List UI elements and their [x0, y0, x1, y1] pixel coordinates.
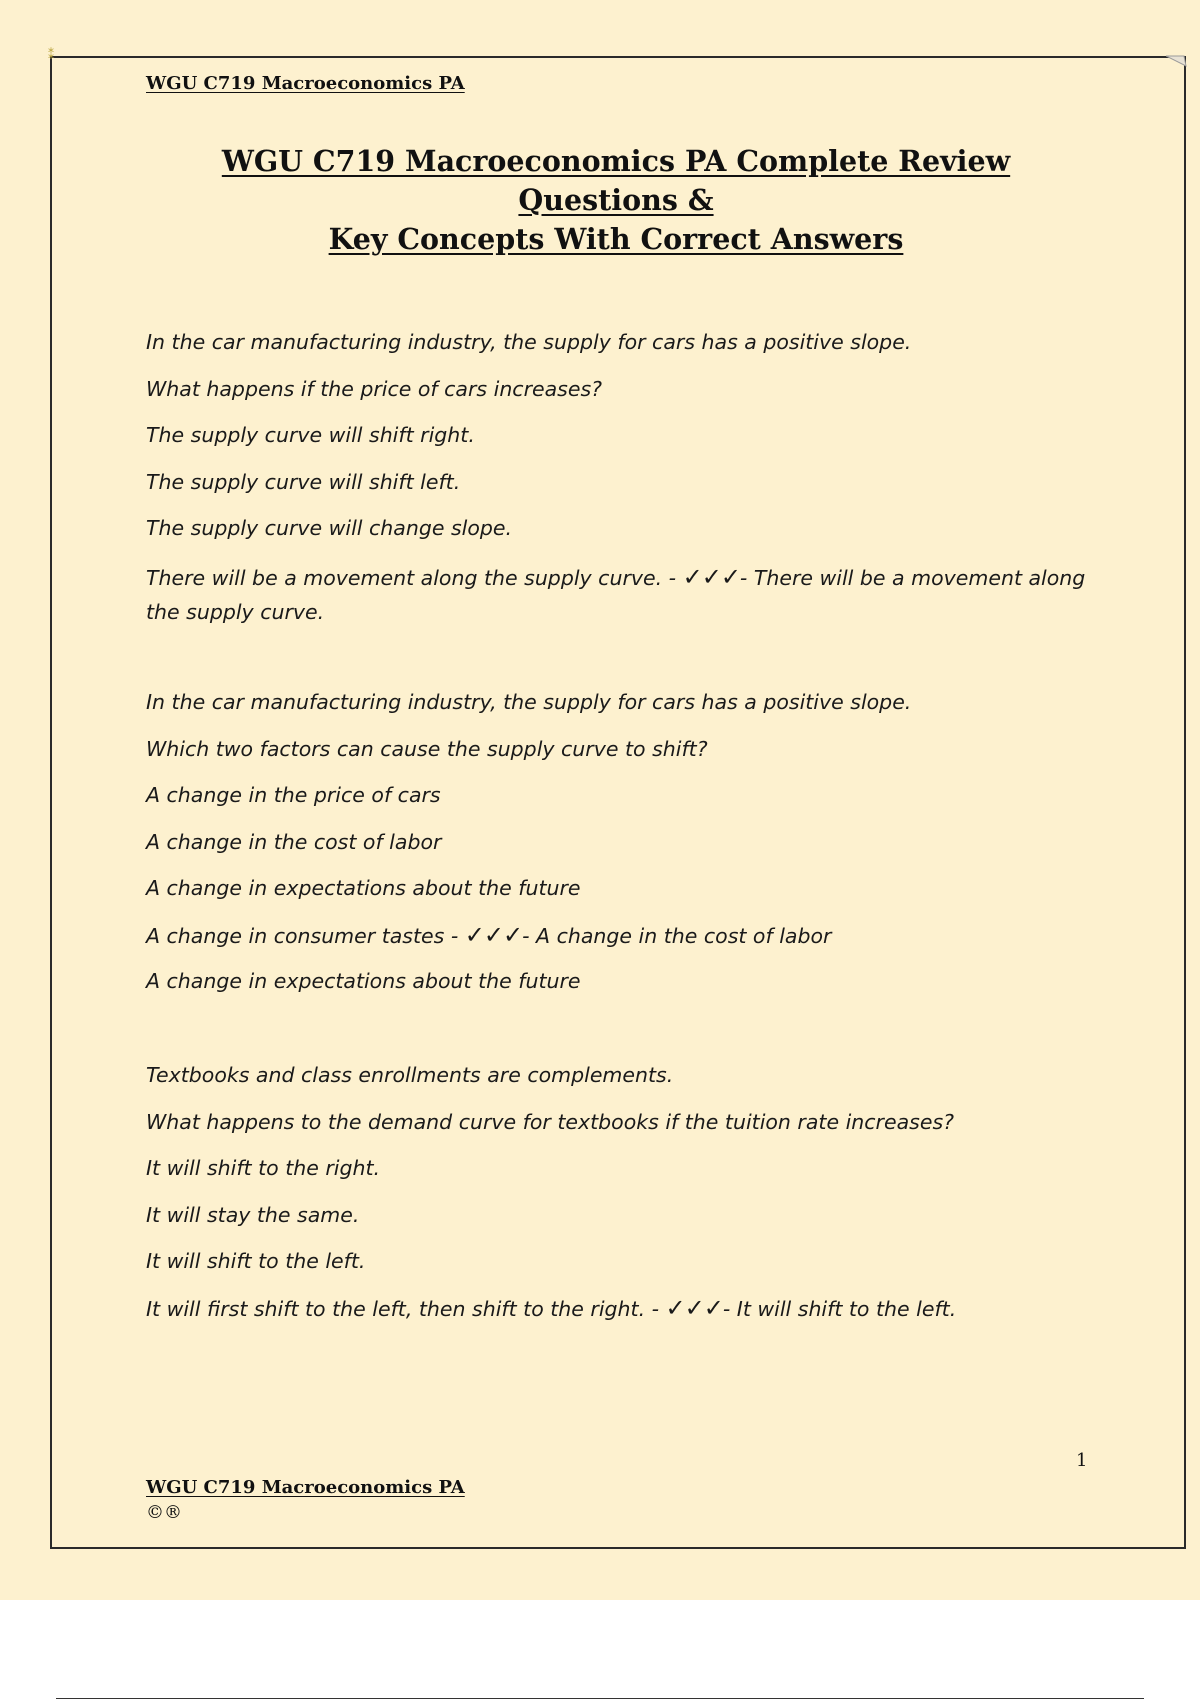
running-footer: WGU C719 Macroeconomics PA	[146, 1477, 465, 1498]
correct-answer-extra: A change in expectations about the future	[146, 969, 581, 993]
copyright-mark: ©®	[146, 1502, 182, 1523]
title-line-1: WGU C719 Macroeconomics PA Complete Review Questions &	[221, 144, 1011, 217]
answer-option: It will stay the same.	[146, 1202, 360, 1227]
answer-option: The supply curve will shift left.	[146, 469, 461, 494]
correct-answer: - There will be a movement along the supply curve.	[146, 565, 1086, 624]
question-block-3	[146, 1060, 1086, 1339]
answer-key-line	[146, 1293, 1086, 1340]
question-block-1	[146, 327, 1086, 629]
question-block-2	[146, 687, 1086, 1013]
checkmark-icon: ✓✓✓	[464, 920, 523, 949]
question-prompt: What happens if the price of cars increases?	[146, 376, 603, 401]
answer-option: A change in consumer tastes -	[146, 923, 459, 948]
running-header: WGU C719 Macroeconomics PA	[146, 73, 465, 94]
question-prompt: What happens to the demand curve for textbooks if the tuition rate increases?	[146, 1109, 955, 1134]
answer-option: The supply curve will change slope.	[146, 516, 513, 540]
answer-option: A change in the price of cars	[146, 783, 441, 807]
answer-option: There will be a movement along the supply curve. -	[146, 565, 677, 590]
page-title	[146, 142, 1086, 259]
answer-option: The supply curve will shift right.	[146, 423, 475, 447]
question-stem: In the car manufacturing industry, the supply for cars has a positive slope.	[146, 330, 912, 354]
divider	[56, 1698, 1144, 1699]
question-stem: In the car manufacturing industry, the supply for cars has a positive slope.	[146, 690, 912, 714]
question-prompt: Which two factors can cause the supply curve to shift?	[146, 736, 708, 761]
correct-answer: - It will shift to the left.	[722, 1296, 957, 1321]
anchor-icon: ⁑	[48, 48, 54, 62]
checkmark-icon: ✓✓✓	[665, 1293, 723, 1322]
question-stem: Textbooks and class enrollments are complements.	[146, 1063, 674, 1087]
answer-key-line	[146, 560, 1086, 629]
answer-option: It will shift to the left.	[146, 1249, 366, 1273]
checkmark-icon: ✓✓✓	[682, 562, 740, 591]
answer-option: It will shift to the right.	[146, 1156, 381, 1180]
answer-option: A change in expectations about the future	[146, 876, 581, 900]
answer-key-line	[146, 920, 1086, 967]
correct-answer: - A change in the cost of labor	[522, 923, 832, 948]
answer-option: A change in the cost of labor	[146, 829, 442, 854]
title-line-2: Key Concepts With Correct Answers	[328, 222, 904, 256]
page-curl-icon	[1166, 54, 1188, 70]
answer-option: It will first shift to the left, then shift to the right. -	[146, 1296, 660, 1321]
page-number: 1	[1076, 1450, 1088, 1471]
